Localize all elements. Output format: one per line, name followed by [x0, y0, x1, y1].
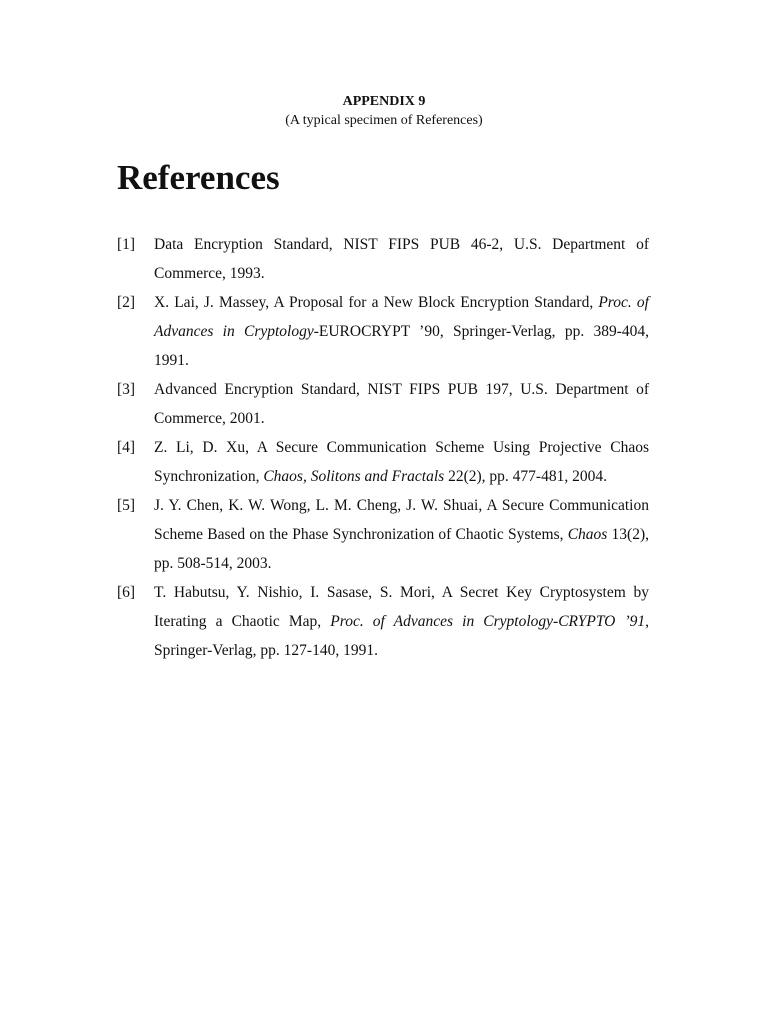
reference-text — [154, 578, 649, 665]
reference-text-segment: , Springer-Verlag, pp. 127-140, 1991. — [154, 613, 649, 659]
reference-text-segment: J. Y. Chen, K. W. Wong, L. M. Cheng, J. W. Shuai, A Secure Communication Scheme Based on the Phase Synchronization of Chaotic Systems, — [154, 497, 649, 543]
reference-text — [154, 288, 649, 375]
appendix-subtitle: (A typical specimen of References) — [285, 113, 483, 128]
reference-italic-segment: Proc. of Advances in Cryptology — [154, 294, 649, 340]
reference-text-segment: T. Habutsu, Y. Nishio, I. Sasase, S. Mori, A Secret Key Cryptosystem by Iterating a Chaotic Map, — [154, 584, 649, 630]
reference-text-segment: Data Encryption Standard, NIST FIPS PUB 46-2, U.S. Department of Commerce, 1993. — [154, 236, 649, 282]
reference-text-segment: Advanced Encryption Standard, NIST FIPS PUB 197, U.S. Department of Commerce, 2001. — [154, 381, 649, 427]
appendix-title: APPENDIX 9 — [342, 94, 426, 109]
reference-text-segment: Z. Li, D. Xu, A Secure Communication Scheme Using Projective Chaos Synchronization, — [154, 439, 649, 485]
reference-italic-segment: Chaos, Solitons and Fractals — [263, 468, 445, 485]
reference-number: [6] — [117, 584, 136, 601]
reference-text — [154, 375, 649, 433]
reference-item — [117, 491, 649, 578]
reference-number: [4] — [117, 439, 136, 456]
reference-number: [5] — [117, 497, 136, 514]
reference-item — [117, 230, 649, 288]
appendix-header — [0, 92, 768, 130]
reference-item — [117, 433, 649, 491]
reference-item — [117, 578, 649, 665]
reference-italic-segment: Chaos — [567, 526, 608, 543]
reference-list — [117, 230, 649, 665]
reference-text — [154, 491, 649, 578]
reference-number: [3] — [117, 381, 136, 398]
reference-text-segment: 13(2), pp. 508-514, 2003. — [154, 526, 650, 572]
reference-number: [1] — [117, 236, 136, 253]
reference-text-segment: -EUROCRYPT ’90, Springer-Verlag, pp. 389-404, 1991. — [154, 323, 649, 369]
reference-text — [154, 230, 649, 288]
references-heading: References — [117, 158, 280, 197]
reference-text-segment: 22(2), pp. 477-481, 2004. — [444, 468, 607, 485]
reference-italic-segment: Proc. of Advances in Cryptology-CRYPTO ’91 — [330, 613, 646, 630]
reference-text — [154, 433, 649, 491]
reference-item — [117, 288, 649, 375]
reference-item — [117, 375, 649, 433]
reference-number: [2] — [117, 294, 136, 311]
reference-text-segment: X. Lai, J. Massey, A Proposal for a New Block Encryption Standard, — [154, 294, 599, 311]
